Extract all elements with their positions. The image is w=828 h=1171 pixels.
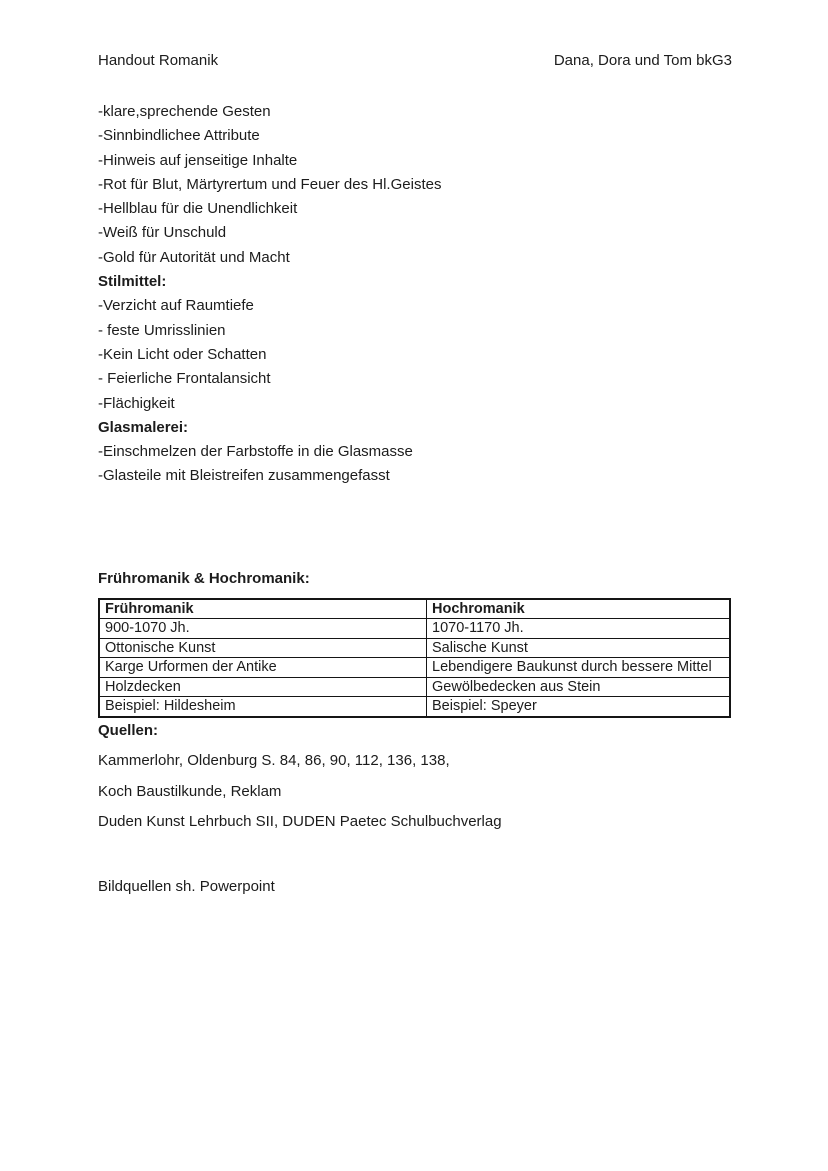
list-item: -Verzicht auf Raumtiefe xyxy=(98,297,254,315)
list-item: -Weiß für Unschuld xyxy=(98,224,227,242)
list-item: -Glasteile mit Bleistreifen zusammengefasst xyxy=(98,467,390,485)
table-row xyxy=(99,619,730,639)
list-item: - Feierliche Frontalansicht xyxy=(98,370,271,388)
comparison-table xyxy=(98,598,731,718)
table-cell: 900-1070 Jh. xyxy=(99,619,427,639)
table-row xyxy=(99,658,730,678)
document-title: Handout Romanik xyxy=(98,52,219,69)
table-header-row xyxy=(99,599,730,619)
table-cell: Salische Kunst xyxy=(427,638,731,658)
table-row xyxy=(99,638,730,658)
source-line: Duden Kunst Lehrbuch SII, DUDEN Paetec Schulbuchverlag xyxy=(98,813,502,831)
table-row xyxy=(99,677,730,697)
table-row xyxy=(99,697,730,717)
author-names: Dana, Dora und Tom bkG3 xyxy=(553,52,732,69)
table-cell: Gewölbedecken aus Stein xyxy=(427,677,731,697)
list-item: -Kein Licht oder Schatten xyxy=(98,345,267,363)
table-cell: 1070-1170 Jh. xyxy=(427,619,731,639)
source-line: Kammerlohr, Oldenburg S. 84, 86, 90, 112, 136, 138, xyxy=(98,752,450,770)
page-header xyxy=(98,51,732,70)
table-cell: Karge Urformen der Antike xyxy=(99,658,427,678)
image-sources-note: Bildquellen sh. Powerpoint xyxy=(98,878,275,896)
table-cell: Beispiel: Speyer xyxy=(427,697,731,717)
table-cell: Ottonische Kunst xyxy=(99,638,427,658)
table-cell: Lebendigere Baukunst durch bessere Mittel xyxy=(427,658,731,678)
section-heading-glasmalerei: Glasmalerei: xyxy=(98,418,189,436)
table-header-cell: Hochromanik xyxy=(427,599,731,619)
list-item: -Rot für Blut, Märtyrertum und Feuer des Hl.Geistes xyxy=(98,175,442,193)
list-item: -Gold für Autorität und Macht xyxy=(98,248,290,266)
list-item: -Einschmelzen der Farbstoffe in die Glasmasse xyxy=(98,443,413,461)
sources-heading: Quellen: xyxy=(98,721,159,739)
list-item: - feste Umrisslinien xyxy=(98,321,226,339)
list-item: -Hinweis auf jenseitige Inhalte xyxy=(98,151,298,169)
sources-list xyxy=(98,752,732,831)
list-item: -Sinnbindlichee Attribute xyxy=(98,127,260,145)
table-cell: Beispiel: Hildesheim xyxy=(99,697,427,717)
table-cell: Holzdecken xyxy=(99,677,427,697)
source-line: Koch Baustilkunde, Reklam xyxy=(98,782,282,800)
bullet-list xyxy=(98,100,732,489)
list-item: -Hellblau für die Unendlichkeit xyxy=(98,200,298,218)
list-item: -klare,sprechende Gesten xyxy=(98,103,271,120)
section-heading-fruehromanik-hochromanik: Frühromanik & Hochromanik: xyxy=(98,569,310,587)
list-item: -Flächigkeit xyxy=(98,394,175,412)
table-header-cell: Frühromanik xyxy=(99,599,427,619)
section-heading-stilmittel: Stilmittel: xyxy=(98,273,167,291)
